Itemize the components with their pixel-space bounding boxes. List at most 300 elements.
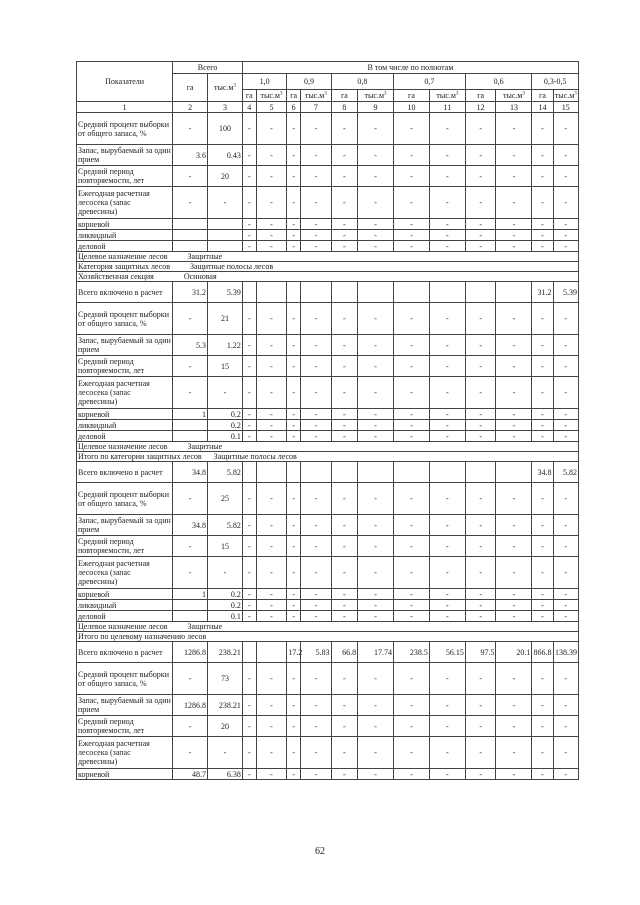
- row-label: корневой: [77, 769, 173, 780]
- section-caption-row: [77, 262, 579, 272]
- total-ha-cell: -: [173, 557, 208, 589]
- density-value-cell: -: [301, 241, 332, 252]
- total-ha-cell: 5.3: [173, 335, 208, 356]
- column-number: 7: [301, 102, 332, 113]
- density-value-cell: -: [553, 769, 578, 780]
- density-value-cell: -: [429, 187, 465, 219]
- density-value-cell: -: [553, 515, 578, 536]
- table-row: [77, 219, 579, 230]
- density-value-cell: -: [553, 241, 578, 252]
- density-value-cell: -: [532, 769, 553, 780]
- total-volume-cell: -: [208, 187, 243, 219]
- density-value-cell: -: [465, 536, 496, 557]
- density-value-cell: -: [301, 166, 332, 187]
- density-value-cell: -: [301, 737, 332, 769]
- total-volume-cell: 25: [208, 483, 243, 515]
- column-number: 13: [496, 102, 532, 113]
- density-value-cell: -: [496, 695, 532, 716]
- column-number: 14: [532, 102, 553, 113]
- density-value-cell: -: [429, 113, 465, 145]
- density-value-cell: -: [287, 113, 301, 145]
- density-value-cell: -: [301, 695, 332, 716]
- density-value-cell: -: [331, 557, 357, 589]
- density-value-cell: -: [394, 536, 430, 557]
- density-header: 0,7: [394, 74, 466, 90]
- column-number: 4: [242, 102, 256, 113]
- density-value-cell: -: [465, 716, 496, 737]
- density-value-cell: -: [256, 377, 287, 409]
- density-value-cell: 97.5: [465, 642, 496, 663]
- density-value-cell: -: [301, 145, 332, 166]
- density-value-cell: -: [496, 431, 532, 442]
- density-value-cell: -: [394, 356, 430, 377]
- section-caption: Целевое назначение лесов Защитные: [77, 442, 579, 452]
- density-value-cell: -: [465, 483, 496, 515]
- density-value-cell: -: [256, 113, 287, 145]
- density-value-cell: -: [242, 515, 256, 536]
- density-value-cell: -: [301, 515, 332, 536]
- density-value-cell: -: [429, 335, 465, 356]
- section-caption-row: [77, 252, 579, 262]
- density-value-cell: -: [496, 483, 532, 515]
- total-ha-cell: -: [173, 187, 208, 219]
- density-value-cell: -: [465, 335, 496, 356]
- density-value-cell: -: [242, 219, 256, 230]
- column-number: 6: [287, 102, 301, 113]
- density-value-cell: -: [465, 515, 496, 536]
- density-value-cell: -: [532, 377, 553, 409]
- density-value-cell: -: [394, 737, 430, 769]
- density-value-cell: -: [242, 377, 256, 409]
- table-row: [77, 113, 579, 145]
- row-label: Ежегодная расчетная лесосека (запас древесины): [77, 557, 173, 589]
- total-ha-cell: [173, 219, 208, 230]
- total-volume-cell: 0.2: [208, 409, 243, 420]
- density-value-cell: -: [301, 356, 332, 377]
- density-value-cell: -: [553, 187, 578, 219]
- density-value-cell: -: [242, 716, 256, 737]
- density-value-cell: -: [394, 230, 430, 241]
- density-value-cell: -: [358, 589, 394, 600]
- density-value-cell: -: [532, 335, 553, 356]
- density-value-cell: -: [394, 377, 430, 409]
- density-value-cell: -: [331, 145, 357, 166]
- density-value-cell: -: [256, 409, 287, 420]
- density-value-cell: -: [242, 769, 256, 780]
- density-value-cell: -: [496, 166, 532, 187]
- density-value-cell: -: [553, 303, 578, 335]
- density-value-cell: -: [256, 589, 287, 600]
- total-ha-cell: -: [173, 536, 208, 557]
- table-row: [77, 611, 579, 622]
- section-caption: Хозяйственная секция Осиновая: [77, 272, 579, 282]
- unit-ha-header: га: [465, 90, 496, 102]
- section-caption-row: [77, 632, 579, 642]
- density-value-cell: -: [496, 589, 532, 600]
- unit-ha-header: га: [242, 90, 256, 102]
- total-ha-cell: 1286.8: [173, 642, 208, 663]
- density-value-cell: -: [358, 695, 394, 716]
- section-caption-row: [77, 272, 579, 282]
- density-value-cell: [242, 282, 256, 303]
- density-value-cell: -: [496, 303, 532, 335]
- density-value-cell: -: [429, 241, 465, 252]
- density-value-cell: -: [331, 303, 357, 335]
- density-value-cell: -: [394, 716, 430, 737]
- row-label: Ежегодная расчетная лесосека (запас древесины): [77, 377, 173, 409]
- density-value-cell: -: [394, 557, 430, 589]
- total-ha-cell: [173, 611, 208, 622]
- density-value-cell: -: [553, 557, 578, 589]
- density-value-cell: [287, 282, 301, 303]
- row-label: Запас, вырубаемый за один прием: [78, 336, 171, 354]
- density-value-cell: 31.2: [532, 282, 553, 303]
- density-value-cell: -: [242, 483, 256, 515]
- table-row: [77, 230, 579, 241]
- section-caption-row: [77, 452, 579, 462]
- density-value-cell: -: [256, 536, 287, 557]
- density-value-cell: -: [532, 431, 553, 442]
- density-value-cell: -: [553, 483, 578, 515]
- density-value-cell: -: [394, 219, 430, 230]
- density-value-cell: -: [429, 589, 465, 600]
- unit-ha-header: га: [287, 90, 301, 102]
- density-value-cell: -: [301, 589, 332, 600]
- row-label: Средний период повторяемости, лет: [77, 166, 173, 187]
- density-value-cell: -: [394, 166, 430, 187]
- section-caption-row: [77, 442, 579, 452]
- density-value-cell: [256, 642, 287, 663]
- density-value-cell: -: [301, 303, 332, 335]
- total-volume-cell: 100: [208, 113, 243, 145]
- density-value-cell: -: [301, 769, 332, 780]
- density-value-cell: -: [301, 409, 332, 420]
- table-row: [77, 515, 579, 536]
- row-label: Ежегодная расчетная лесосека (запас древесины): [77, 737, 173, 769]
- total-ha-cell: -: [173, 303, 208, 335]
- density-value-cell: -: [358, 663, 394, 695]
- density-value-cell: -: [532, 219, 553, 230]
- total-volume-cell: 5.82: [208, 515, 243, 536]
- density-header: 1,0: [242, 74, 286, 90]
- section-caption: Итого по категории защитных лесов Защитные полосы лесов: [77, 452, 579, 462]
- density-value-cell: -: [553, 589, 578, 600]
- density-value-cell: -: [496, 187, 532, 219]
- table-row: [77, 716, 579, 737]
- density-value-cell: [465, 282, 496, 303]
- density-value-cell: -: [242, 166, 256, 187]
- density-value-cell: -: [553, 600, 578, 611]
- total-ha-cell: 34.8: [173, 462, 208, 483]
- density-value-cell: -: [532, 557, 553, 589]
- row-label: корневой: [77, 409, 173, 420]
- density-value-cell: -: [256, 420, 287, 431]
- total-volume-cell: [208, 219, 243, 230]
- density-value-cell: -: [287, 589, 301, 600]
- column-number: 9: [358, 102, 394, 113]
- density-value-cell: -: [532, 515, 553, 536]
- density-value-cell: -: [465, 166, 496, 187]
- density-value-cell: -: [496, 515, 532, 536]
- density-value-cell: -: [465, 187, 496, 219]
- density-value-cell: -: [287, 219, 301, 230]
- density-value-cell: -: [331, 589, 357, 600]
- density-value-cell: -: [358, 420, 394, 431]
- density-value-cell: -: [394, 145, 430, 166]
- density-value-cell: -: [465, 230, 496, 241]
- unit-volume-header: $тыс.м^3$: [358, 90, 394, 102]
- density-value-cell: -: [358, 483, 394, 515]
- total-ha-cell: [173, 600, 208, 611]
- density-value-cell: -: [465, 737, 496, 769]
- density-value-cell: -: [256, 241, 287, 252]
- density-value-cell: -: [465, 377, 496, 409]
- row-label: корневой: [77, 219, 173, 230]
- row-label: деловой: [77, 431, 173, 442]
- density-value-cell: -: [331, 187, 357, 219]
- density-value-cell: -: [394, 611, 430, 622]
- density-group-header: В том числе по полнотам: [242, 62, 578, 74]
- total-ha-cell: [173, 241, 208, 252]
- density-value-cell: -: [301, 716, 332, 737]
- row-label: Всего включено в расчет: [77, 462, 173, 483]
- density-value-cell: -: [553, 113, 578, 145]
- document-page: [76, 61, 579, 780]
- density-value-cell: -: [496, 663, 532, 695]
- density-value-cell: [394, 462, 430, 483]
- density-value-cell: -: [532, 589, 553, 600]
- total-volume-cell: 6.38: [208, 769, 243, 780]
- density-value-cell: -: [331, 377, 357, 409]
- total-ha-cell: 1286.8: [173, 695, 208, 716]
- density-value-cell: -: [331, 716, 357, 737]
- density-value-cell: -: [331, 166, 357, 187]
- density-value-cell: -: [553, 230, 578, 241]
- density-value-cell: -: [256, 515, 287, 536]
- density-value-cell: -: [301, 611, 332, 622]
- density-value-cell: -: [465, 409, 496, 420]
- density-value-cell: -: [394, 600, 430, 611]
- table-row: [77, 589, 579, 600]
- unit-ha-header: га: [394, 90, 430, 102]
- density-value-cell: -: [242, 113, 256, 145]
- density-value-cell: -: [553, 431, 578, 442]
- density-value-cell: -: [242, 230, 256, 241]
- page-number: 62: [315, 846, 325, 857]
- unit-volume-header: $тыс.м^3$: [554, 91, 577, 100]
- density-value-cell: -: [301, 335, 332, 356]
- unit-ha-header: га: [532, 90, 553, 102]
- density-value-cell: [301, 282, 332, 303]
- density-value-cell: [256, 282, 287, 303]
- density-value-cell: [496, 282, 532, 303]
- table-row: [77, 600, 579, 611]
- total-volume-header: $тыс.м^3$: [208, 74, 243, 102]
- density-value-cell: -: [358, 230, 394, 241]
- total-volume-cell: 0.43: [208, 145, 243, 166]
- density-value-cell: -: [358, 377, 394, 409]
- row-label: ликвидный: [77, 420, 173, 431]
- table-row: [77, 282, 579, 303]
- density-value-cell: -: [429, 716, 465, 737]
- density-value-cell: -: [553, 377, 578, 409]
- density-value-cell: -: [256, 769, 287, 780]
- density-value-cell: -: [256, 611, 287, 622]
- density-value-cell: -: [465, 769, 496, 780]
- density-value-cell: 34.8: [532, 462, 553, 483]
- density-value-cell: -: [358, 431, 394, 442]
- allowable-cut-table: [76, 61, 579, 780]
- row-label: Средний период повторяемости, лет: [77, 536, 173, 557]
- density-value-cell: [465, 462, 496, 483]
- unit-volume-header: $тыс.м^3$: [256, 90, 287, 102]
- density-value-cell: 17.2: [287, 642, 301, 663]
- density-value-cell: -: [301, 557, 332, 589]
- total-volume-cell: 15: [208, 356, 243, 377]
- density-value-cell: -: [496, 230, 532, 241]
- total-ha-cell: -: [173, 663, 208, 695]
- density-value-cell: -: [394, 483, 430, 515]
- table-row: [77, 145, 579, 166]
- density-value-cell: -: [301, 600, 332, 611]
- density-value-cell: -: [465, 303, 496, 335]
- density-value-cell: -: [256, 600, 287, 611]
- total-volume-cell: 21: [208, 303, 243, 335]
- table-row: [77, 483, 579, 515]
- table-row: [77, 420, 579, 431]
- total-ha-cell: [173, 230, 208, 241]
- row-label: Средний процент выборки от общего запаса, %: [77, 303, 173, 335]
- density-value-cell: -: [465, 431, 496, 442]
- density-value-cell: -: [553, 695, 578, 716]
- column-number: 3: [208, 102, 243, 113]
- total-volume-cell: [208, 230, 243, 241]
- density-value-cell: -: [553, 166, 578, 187]
- density-value-cell: -: [287, 356, 301, 377]
- row-label: Средний процент выборки от общего запаса, %: [77, 113, 173, 145]
- density-value-cell: -: [256, 716, 287, 737]
- density-value-cell: -: [256, 303, 287, 335]
- table-row: [77, 663, 579, 695]
- column-number: 1: [77, 102, 173, 113]
- total-volume-cell: [208, 241, 243, 252]
- density-value-cell: -: [429, 431, 465, 442]
- total-ha-cell: 3.6: [173, 145, 208, 166]
- table-row: [77, 695, 579, 716]
- column-number: 5: [256, 102, 287, 113]
- density-value-cell: -: [358, 113, 394, 145]
- density-value-cell: -: [394, 663, 430, 695]
- total-volume-cell: -: [208, 557, 243, 589]
- density-value-cell: -: [242, 557, 256, 589]
- density-value-cell: -: [331, 515, 357, 536]
- density-value-cell: -: [394, 769, 430, 780]
- density-value-cell: [242, 462, 256, 483]
- density-value-cell: 66.8: [331, 642, 357, 663]
- table-row: [77, 462, 579, 483]
- density-value-cell: -: [532, 187, 553, 219]
- density-value-cell: -: [331, 113, 357, 145]
- density-value-cell: -: [331, 431, 357, 442]
- table-row: [77, 769, 579, 780]
- density-value-cell: -: [256, 737, 287, 769]
- density-value-cell: [331, 282, 357, 303]
- section-caption: Категория защитных лесов Защитные полосы лесов: [77, 262, 579, 272]
- density-value-cell: -: [242, 356, 256, 377]
- density-value-cell: -: [553, 219, 578, 230]
- density-value-cell: -: [242, 241, 256, 252]
- density-value-cell: -: [429, 219, 465, 230]
- density-value-cell: -: [394, 187, 430, 219]
- density-value-cell: -: [358, 769, 394, 780]
- density-value-cell: -: [465, 219, 496, 230]
- density-header: 0,3-0,5: [532, 74, 579, 90]
- row-label: Запас, вырубаемый за один прием: [78, 516, 171, 534]
- density-value-cell: -: [301, 113, 332, 145]
- density-value-cell: -: [496, 409, 532, 420]
- density-value-cell: -: [429, 145, 465, 166]
- density-value-cell: -: [465, 145, 496, 166]
- density-value-cell: -: [287, 600, 301, 611]
- density-value-cell: -: [287, 483, 301, 515]
- total-volume-cell: 15: [208, 536, 243, 557]
- density-value-cell: -: [532, 166, 553, 187]
- row-label: Всего включено в расчет: [77, 642, 173, 663]
- table-row: [77, 557, 579, 589]
- density-value-cell: -: [358, 335, 394, 356]
- row-label: Средний период повторяемости, лет: [77, 356, 173, 377]
- density-value-cell: -: [532, 536, 553, 557]
- density-value-cell: -: [358, 241, 394, 252]
- total-ha-cell: [173, 431, 208, 442]
- density-value-cell: -: [358, 716, 394, 737]
- density-value-cell: -: [242, 536, 256, 557]
- density-value-cell: -: [287, 536, 301, 557]
- density-value-cell: -: [358, 557, 394, 589]
- density-value-cell: -: [429, 695, 465, 716]
- row-label: Запас, вырубаемый за один прием: [78, 146, 171, 164]
- density-value-cell: -: [287, 335, 301, 356]
- density-value-cell: -: [553, 536, 578, 557]
- density-value-cell: [358, 282, 394, 303]
- density-value-cell: -: [331, 600, 357, 611]
- table-row: [77, 187, 579, 219]
- density-value-cell: -: [429, 737, 465, 769]
- density-value-cell: -: [532, 145, 553, 166]
- density-value-cell: -: [394, 420, 430, 431]
- density-value-cell: -: [242, 420, 256, 431]
- density-value-cell: [331, 462, 357, 483]
- table-row: [77, 335, 579, 356]
- density-value-cell: -: [358, 356, 394, 377]
- density-value-cell: -: [394, 303, 430, 335]
- section-caption: Целевое назначение лесов Защитные: [77, 622, 579, 632]
- density-value-cell: -: [496, 335, 532, 356]
- density-value-cell: -: [394, 335, 430, 356]
- density-value-cell: 17.74: [358, 642, 394, 663]
- row-label: ликвидный: [77, 600, 173, 611]
- table-row: [77, 377, 579, 409]
- density-value-cell: -: [287, 409, 301, 420]
- density-value-cell: -: [532, 611, 553, 622]
- density-value-cell: -: [331, 483, 357, 515]
- density-value-cell: -: [429, 409, 465, 420]
- density-value-cell: -: [532, 356, 553, 377]
- density-value-cell: -: [242, 737, 256, 769]
- density-value-cell: -: [358, 409, 394, 420]
- density-value-cell: -: [553, 409, 578, 420]
- density-value-cell: -: [256, 335, 287, 356]
